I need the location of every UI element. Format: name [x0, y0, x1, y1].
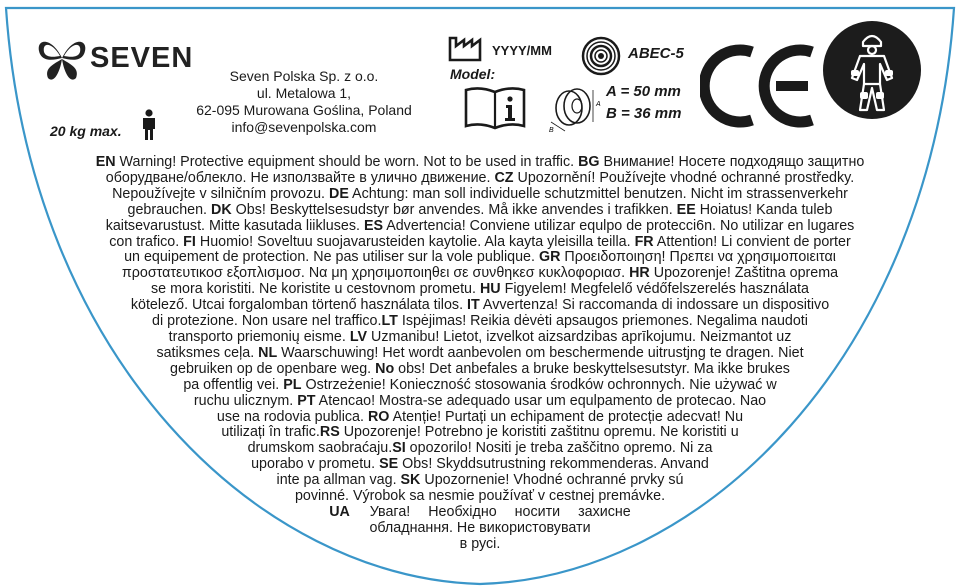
warning-text: Avvertenza! Si raccomanda di indossare un dispositivo [479, 297, 830, 314]
language-code: SE [379, 456, 399, 473]
language-code: EE [676, 201, 696, 218]
dimension-a: A = 50 mm [606, 83, 681, 100]
production-date-format: YYYY/MM [492, 43, 552, 58]
warning-text: un equipement de protection. Ne pas utiliser sur la vole publique. [124, 249, 539, 266]
warning-text: Achtung: man soll individuelle schutzmittel benutzen. Nicht im strassenverkehr [348, 185, 848, 202]
warning-text: Waarschuwing! Het wordt aanbevolen om beschermende uitrustjng te dragen. Niet [277, 344, 804, 361]
warning-text: Ispėjimas! Reikia dėvėti apsaugos priemones. Negalima naudoti [397, 313, 808, 330]
warning-text: gebruiken op de openbare weg. [170, 360, 376, 377]
safety-warnings [50, 155, 910, 553]
language-code: FR [634, 233, 654, 250]
model-label: Model: [450, 66, 496, 82]
warning-line [50, 425, 910, 441]
warning-text: Upozorenje! Potrebno je koristiti zaštitnu opremu. Ne koristiti u [339, 424, 739, 441]
dimension-b: B = 36 mm [606, 105, 682, 122]
language-code: LT [381, 313, 398, 330]
warning-text: προστατευτικοσ εξοπλισμοσ. Να μη χρησιμοποιηθει σε συνθηκεσ κυκλοφοριασ. [121, 265, 630, 282]
company-street: ul. Metalowa 1, [256, 85, 352, 101]
language-code: PT [297, 392, 316, 409]
warning-text: Upozorenje! Zaštitna oprema [649, 265, 839, 282]
warning-line-ua [50, 505, 910, 521]
warning-text: kötelező. Utcai forgalomban törtenő használata tilos. [130, 297, 468, 314]
warning-text: Увага! Необхідно носити захисне [369, 503, 631, 520]
factory-icon [448, 32, 488, 62]
warning-line [50, 330, 910, 346]
warning-text: satiksmes ceļa. [156, 344, 259, 361]
warning-text: Προειδοποιηση! Πρεπει να χρησιμοποιειται [560, 249, 836, 266]
warning-text: Внимание! Носете подходящо защитно [599, 154, 865, 170]
warning-text: drumskom saobraćaju. [247, 440, 393, 457]
ce-mark-icon [700, 42, 818, 130]
instruction-book-icon [464, 86, 526, 130]
warning-text: Attention! Li convient de porter [653, 233, 851, 250]
warning-text: в русі. [459, 535, 501, 552]
language-code: SK [400, 472, 421, 489]
language-code: RO [367, 408, 390, 425]
warning-line [50, 187, 910, 203]
warning-text: Figyelem! Megfelelő védőfelszerelés használata [500, 281, 809, 298]
warning-line [50, 266, 910, 282]
warning-text: Atencao! Mostra-se adequado usar um equlpamento de protecao. Nao [315, 392, 767, 409]
language-code: CZ [494, 169, 514, 186]
warning-text: Hoiatus! Kanda tuleb [695, 201, 833, 218]
warning-text: kaitsevarustust. Mitte kasutada liikluses. [105, 217, 364, 234]
seven-logo-icon [32, 28, 92, 88]
warning-text: Upozornenie! Vhodné ochranné prvky sú [420, 472, 684, 489]
language-code: SI [392, 440, 406, 457]
wheel-dimension-icon [545, 84, 605, 134]
language-code: DK [211, 201, 232, 218]
language-code: EN [95, 154, 116, 170]
warning-line [50, 282, 910, 298]
warning-text: Ostrzeżenie! Konieczność stosowania środków ochronnych. Nie używać w [301, 376, 777, 393]
language-code: HR [629, 265, 650, 282]
warning-text: Upozornění! Používejte vhodné ochranné prostředky. [513, 169, 855, 186]
warning-line [50, 298, 910, 314]
warning-text: con trafico. [109, 233, 184, 250]
warning-line [50, 250, 910, 266]
warning-text: gebrauchen. [127, 201, 211, 218]
warning-line [50, 378, 910, 394]
warning-line [50, 394, 910, 410]
child-icon [139, 109, 159, 141]
warning-line [50, 203, 910, 219]
warning-line [50, 155, 910, 171]
warning-text: Obs! Skyddsutrustning rekommenderas. Anvand [398, 456, 709, 473]
language-code: NL [258, 344, 278, 361]
language-code: BG [578, 154, 600, 170]
dim-b-letter: B [549, 127, 554, 134]
language-code: FI [183, 233, 196, 250]
warning-line [50, 410, 910, 426]
company-city: 62-095 Murowana Goślina, Poland [196, 102, 412, 118]
warning-line [50, 346, 910, 362]
bearing-rating: ABEC-5 [628, 45, 684, 62]
warning-line [50, 235, 910, 251]
warning-line [50, 314, 910, 330]
language-code: ES [363, 217, 384, 234]
language-code: LV [349, 328, 368, 345]
language-code: GR [538, 249, 561, 266]
warning-text: Warning! Protective equipment should be worn. Not to be used in traffic. [115, 154, 579, 170]
warning-line [50, 457, 910, 473]
warning-text: pa offentlig vei. [183, 376, 284, 393]
dim-a-letter: A [596, 101, 601, 108]
brand-name: SEVEN [90, 42, 194, 74]
language-code: HU [479, 281, 501, 298]
warning-text: uporabo v prometu. [251, 456, 380, 473]
language-code: UA [329, 503, 350, 520]
warning-text: opozorilo! Nositi je treba zaščitno opremo. Ni za [405, 440, 713, 457]
language-code: PL [283, 376, 302, 393]
warning-line [50, 441, 910, 457]
language-code: RS [319, 424, 340, 441]
warning-text: Uzmanibu! Lietot, izvelkot aizsardzibas aprīkojumu. Neizmantot uz [367, 328, 792, 345]
language-code: IT [467, 297, 480, 314]
warning-text: obs! Det anbefales a bruke beskyttelsesutstyr. Ma ikke brukes [394, 360, 790, 377]
language-code: DE [329, 185, 349, 202]
warning-line [50, 489, 910, 505]
warning-line [50, 473, 910, 489]
warning-text: transporto priemonių eisme. [168, 328, 350, 345]
warning-line [50, 219, 910, 235]
warning-line-ua [50, 537, 910, 553]
warning-text: di protezione. Non usare nel traffico. [152, 313, 382, 330]
warning-text: Obs! Beskyttelsesudstyr bør anvendes. Må ikke anvendes i trafikken. [231, 201, 677, 218]
warning-text: Nepoužívejte v silničním provozu. [112, 185, 329, 202]
warning-text: use na rodovia publica. [216, 408, 368, 425]
warning-text: оборудване/облекло. Не използвайте в улично движение. [105, 169, 495, 186]
bearing-icon [581, 36, 621, 76]
warning-text: обладнання. Не використовувати [369, 519, 591, 536]
warning-line-ua [50, 521, 910, 537]
company-name: Seven Polska Sp. z o.o. [229, 68, 379, 84]
language-code: No [375, 360, 395, 377]
warning-text: povinné. Výrobok sa nesmie používať v cestnej premávke. [294, 488, 666, 505]
warning-line [50, 171, 910, 187]
warning-text: Atenție! Purtați un echipament de protecție adecvat! Nu [389, 408, 744, 425]
warning-text: Advertencia! Conviene utilizar equlpo de protecci6n. No utilizar en lugares [383, 217, 855, 234]
warning-text: utilizați în trafic. [221, 424, 320, 441]
warning-text: ruchu ulicznym. [193, 392, 298, 409]
max-weight: 20 kg max. [50, 123, 122, 139]
warning-text: Huomio! Soveltuu suojavarusteiden kaytolie. Ala kayta yleisilla teilla. [195, 233, 635, 250]
company-email: info@sevenpolska.com [231, 119, 377, 135]
warning-text: se mora koristiti. Ne koristite u cestovnom prometu. [151, 281, 480, 298]
warning-line [50, 362, 910, 378]
company-address [185, 68, 423, 136]
protective-equipment-icon [822, 20, 922, 120]
warning-text: inte pa allman vag. [276, 472, 401, 489]
